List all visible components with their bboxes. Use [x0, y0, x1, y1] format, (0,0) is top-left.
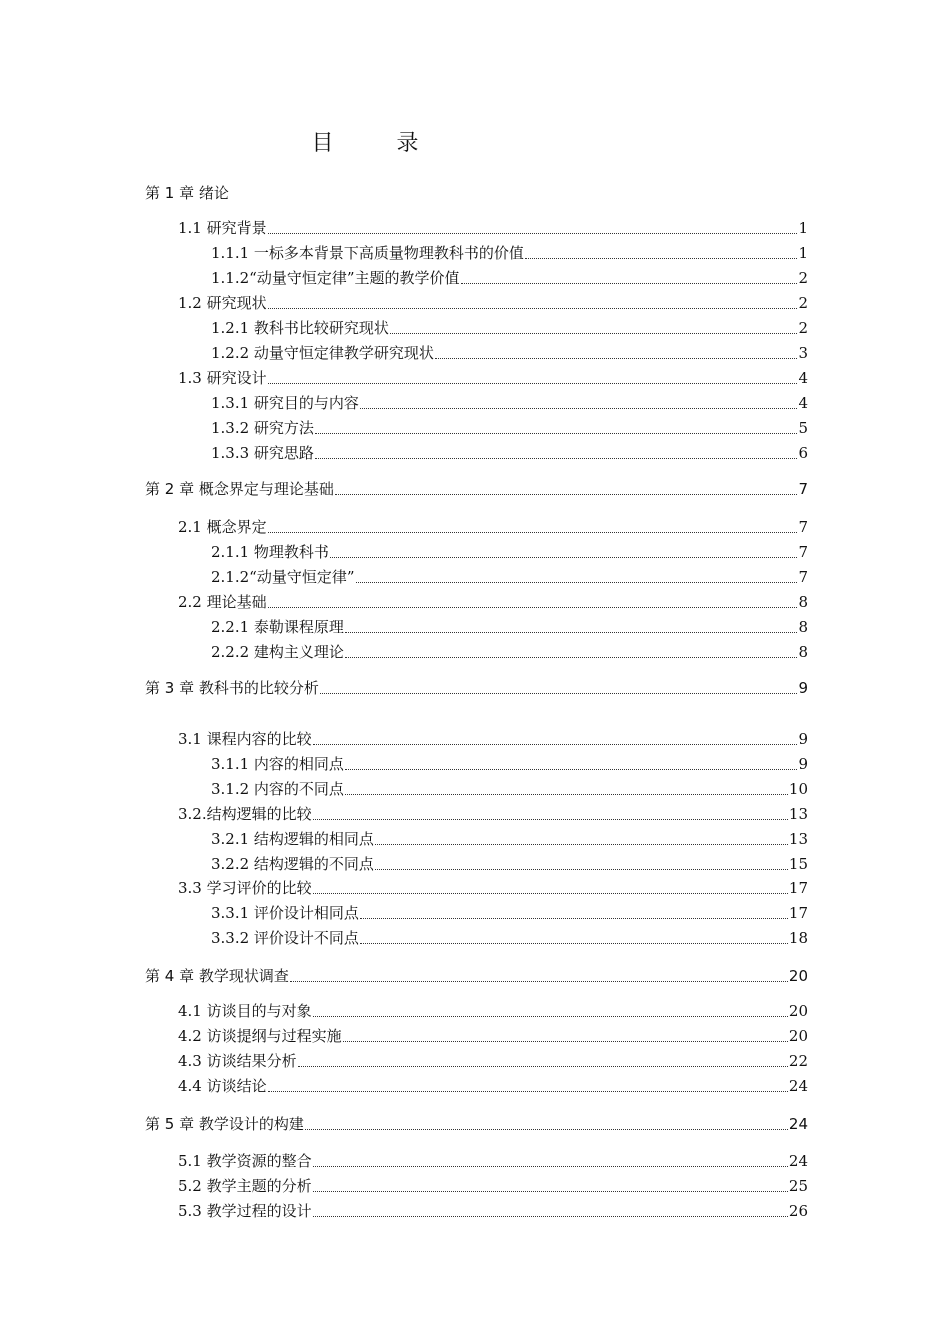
toc-entry-label: 1.3.1 研究目的与内容	[211, 394, 359, 412]
toc-section-entry[interactable]	[211, 752, 808, 776]
toc-entry-label: 5.2 教学主题的分析	[178, 1177, 312, 1195]
toc-entry-label: 3.3.2 评价设计不同点	[211, 929, 359, 947]
toc-entry-label: 第 3 章 教科书的比较分析	[145, 679, 319, 697]
toc-dot-leader	[298, 1066, 788, 1067]
toc-section-entry[interactable]	[178, 999, 808, 1023]
toc-entry-page: 1	[798, 244, 808, 262]
toc-chapter-entry[interactable]	[145, 676, 808, 700]
toc-dot-leader	[375, 869, 788, 870]
toc-entry-page: 2	[798, 294, 808, 312]
toc-entry-label: 2.1 概念界定	[178, 518, 267, 536]
toc-section-entry[interactable]	[211, 241, 808, 265]
toc-entry-page: 4	[798, 369, 808, 387]
toc-entry-label: 4.2 访谈提纲与过程实施	[178, 1027, 342, 1045]
toc-entry-page: 20	[788, 1027, 808, 1045]
toc-entry-page: 5	[798, 419, 808, 437]
toc-section-entry[interactable]	[211, 391, 808, 415]
toc-entry-page: 9	[798, 679, 808, 697]
toc-entry-label: 1.2.1 教科书比较研究现状	[211, 319, 389, 337]
toc-entry-label: 1.3 研究设计	[178, 369, 267, 387]
toc-dot-leader	[268, 1091, 788, 1092]
toc-entry-page: 24	[788, 1077, 808, 1095]
toc-entry-page: 7	[798, 568, 808, 586]
toc-section-entry[interactable]	[178, 216, 808, 240]
toc-entry-label: 5.3 教学过程的设计	[178, 1202, 312, 1220]
toc-dot-leader	[313, 1191, 788, 1192]
toc-section-entry[interactable]	[178, 1199, 808, 1223]
toc-section-entry[interactable]	[178, 802, 808, 826]
toc-entry-page: 18	[788, 929, 808, 947]
toc-entry-label: 1.3.2 研究方法	[211, 419, 314, 437]
toc-entry-page: 6	[798, 444, 808, 462]
toc-dot-leader	[360, 408, 798, 409]
toc-entry-label: 2.1.1 物理教科书	[211, 543, 329, 561]
toc-entry-label: 1.2.2 动量守恒定律教学研究现状	[211, 344, 434, 362]
toc-dot-leader	[435, 358, 798, 359]
toc-dot-leader	[330, 557, 798, 558]
toc-entry-label: 3.1.2 内容的不同点	[211, 780, 344, 798]
toc-entry-label: 3.2.结构逻辑的比较	[178, 805, 312, 823]
toc-section-entry[interactable]	[211, 926, 808, 950]
toc-dot-leader	[305, 1129, 788, 1130]
toc-entry-page: 8	[798, 643, 808, 661]
toc-entry-label: 1.2 研究现状	[178, 294, 267, 312]
toc-entry-label: 2.2 理论基础	[178, 593, 267, 611]
toc-entry-page: 10	[788, 780, 808, 798]
toc-entry-page: 24	[788, 1152, 808, 1170]
toc-entry-label: 3.2.1 结构逻辑的相同点	[211, 830, 374, 848]
toc-chapter-entry[interactable]	[145, 1112, 808, 1136]
toc-dot-leader	[315, 458, 798, 459]
toc-dot-leader	[313, 893, 788, 894]
toc-dot-leader	[268, 308, 798, 309]
toc-section-entry[interactable]	[211, 565, 808, 589]
toc-entry-label: 1.1.1 一标多本背景下高质量物理教科书的价值	[211, 244, 524, 262]
toc-entry-page: 15	[788, 855, 808, 873]
toc-dot-leader	[268, 233, 798, 234]
toc-dot-leader	[525, 258, 798, 259]
toc-entry-page: 8	[798, 618, 808, 636]
toc-entry-page: 20	[788, 967, 808, 985]
toc-section-entry[interactable]	[178, 876, 808, 900]
toc-dot-leader	[345, 794, 788, 795]
toc-section-entry[interactable]	[211, 540, 808, 564]
toc-dot-leader	[345, 769, 798, 770]
toc-dot-leader	[313, 1166, 788, 1167]
toc-section-entry[interactable]	[211, 615, 808, 639]
toc-entry-page: 7	[798, 518, 808, 536]
toc-dot-leader	[313, 1016, 788, 1017]
toc-entry-label: 第 1 章 绪论	[145, 184, 229, 202]
toc-entry-label: 1.1.2“动量守恒定律”主题的教学价值	[211, 269, 460, 287]
toc-section-entry[interactable]	[178, 1074, 808, 1098]
toc-dot-leader	[315, 433, 798, 434]
toc-entry-page: 25	[788, 1177, 808, 1195]
toc-dot-leader	[313, 744, 798, 745]
toc-entry-page: 7	[798, 480, 808, 498]
toc-entry-label: 1.3.3 研究思路	[211, 444, 314, 462]
toc-entry-page: 24	[788, 1115, 808, 1133]
toc-section-entry[interactable]	[211, 827, 808, 851]
toc-dot-leader	[390, 333, 798, 334]
toc-dot-leader	[290, 981, 788, 982]
toc-dot-leader	[375, 844, 788, 845]
toc-dot-leader	[313, 1216, 788, 1217]
toc-entry-page: 3	[798, 344, 808, 362]
toc-section-entry[interactable]	[211, 777, 808, 801]
toc-section-entry[interactable]	[178, 1149, 808, 1173]
toc-entry-page: 9	[798, 730, 808, 748]
toc-entry-label: 4.1 访谈目的与对象	[178, 1002, 312, 1020]
toc-section-entry[interactable]	[178, 1024, 808, 1048]
toc-entry-page: 2	[798, 269, 808, 287]
toc-entry-label: 第 2 章 概念界定与理论基础	[145, 480, 334, 498]
toc-entry-page: 20	[788, 1002, 808, 1020]
toc-section-entry[interactable]	[211, 416, 808, 440]
toc-entry-label: 3.2.2 结构逻辑的不同点	[211, 855, 374, 873]
toc-entry-label: 5.1 教学资源的整合	[178, 1152, 312, 1170]
toc-entry-page: 4	[798, 394, 808, 412]
toc-entry-page: 22	[788, 1052, 808, 1070]
toc-section-entry[interactable]	[178, 590, 808, 614]
toc-entry-page: 13	[788, 830, 808, 848]
toc-dot-leader	[313, 819, 788, 820]
toc-dot-leader	[360, 918, 788, 919]
toc-section-entry[interactable]	[178, 291, 808, 315]
toc-section-entry[interactable]	[211, 901, 808, 925]
toc-entry-label: 3.3.1 评价设计相同点	[211, 904, 359, 922]
toc-section-entry[interactable]	[178, 515, 808, 539]
toc-entry-page: 17	[788, 904, 808, 922]
toc-entry-label: 4.3 访谈结果分析	[178, 1052, 297, 1070]
toc-dot-leader	[320, 693, 798, 694]
toc-entry-page: 26	[788, 1202, 808, 1220]
toc-section-entry[interactable]	[178, 366, 808, 390]
toc-dot-leader	[268, 383, 798, 384]
toc-dot-leader	[360, 943, 788, 944]
toc-chapter-entry[interactable]	[145, 477, 808, 501]
toc-section-entry[interactable]	[211, 341, 808, 365]
toc-section-entry[interactable]	[178, 1049, 808, 1073]
toc-entry-label: 3.3 学习评价的比较	[178, 879, 312, 897]
toc-entry-page: 17	[788, 879, 808, 897]
toc-entry-label: 1.1 研究背景	[178, 219, 267, 237]
toc-chapter-entry[interactable]	[145, 964, 808, 988]
toc-entry-page: 9	[798, 755, 808, 773]
toc-dot-leader	[268, 532, 798, 533]
toc-dot-leader	[356, 582, 798, 583]
toc-dot-leader	[335, 494, 798, 495]
toc-entry-label: 2.2.1 泰勒课程原理	[211, 618, 344, 636]
toc-chapter-entry[interactable]	[145, 181, 808, 205]
toc-section-entry[interactable]	[211, 266, 808, 290]
toc-dot-leader	[343, 1041, 788, 1042]
toc-entry-label: 3.1 课程内容的比较	[178, 730, 312, 748]
toc-entry-page: 1	[798, 219, 808, 237]
page-title: 目 录	[311, 131, 447, 156]
toc-entry-label: 2.2.2 建构主义理论	[211, 643, 344, 661]
toc-entry-label: 第 4 章 教学现状调查	[145, 967, 289, 985]
toc-section-entry[interactable]	[178, 727, 808, 751]
toc-dot-leader	[345, 632, 798, 633]
toc-entry-label: 第 5 章 教学设计的构建	[145, 1115, 304, 1133]
toc-section-entry[interactable]	[211, 441, 808, 465]
toc-entry-page: 2	[798, 319, 808, 337]
toc-section-entry[interactable]	[211, 852, 808, 876]
toc-dot-leader	[268, 607, 798, 608]
toc-entry-page: 7	[798, 543, 808, 561]
toc-section-entry[interactable]	[211, 316, 808, 340]
toc-entry-label: 2.1.2“动量守恒定律”	[211, 568, 355, 586]
toc-entry-label: 3.1.1 内容的相同点	[211, 755, 344, 773]
toc-entry-label: 4.4 访谈结论	[178, 1077, 267, 1095]
toc-dot-leader	[345, 657, 798, 658]
toc-section-entry[interactable]	[211, 640, 808, 664]
toc-dot-leader	[461, 283, 798, 284]
toc-section-entry[interactable]	[178, 1174, 808, 1198]
toc-entry-page: 8	[798, 593, 808, 611]
toc-entry-page: 13	[788, 805, 808, 823]
